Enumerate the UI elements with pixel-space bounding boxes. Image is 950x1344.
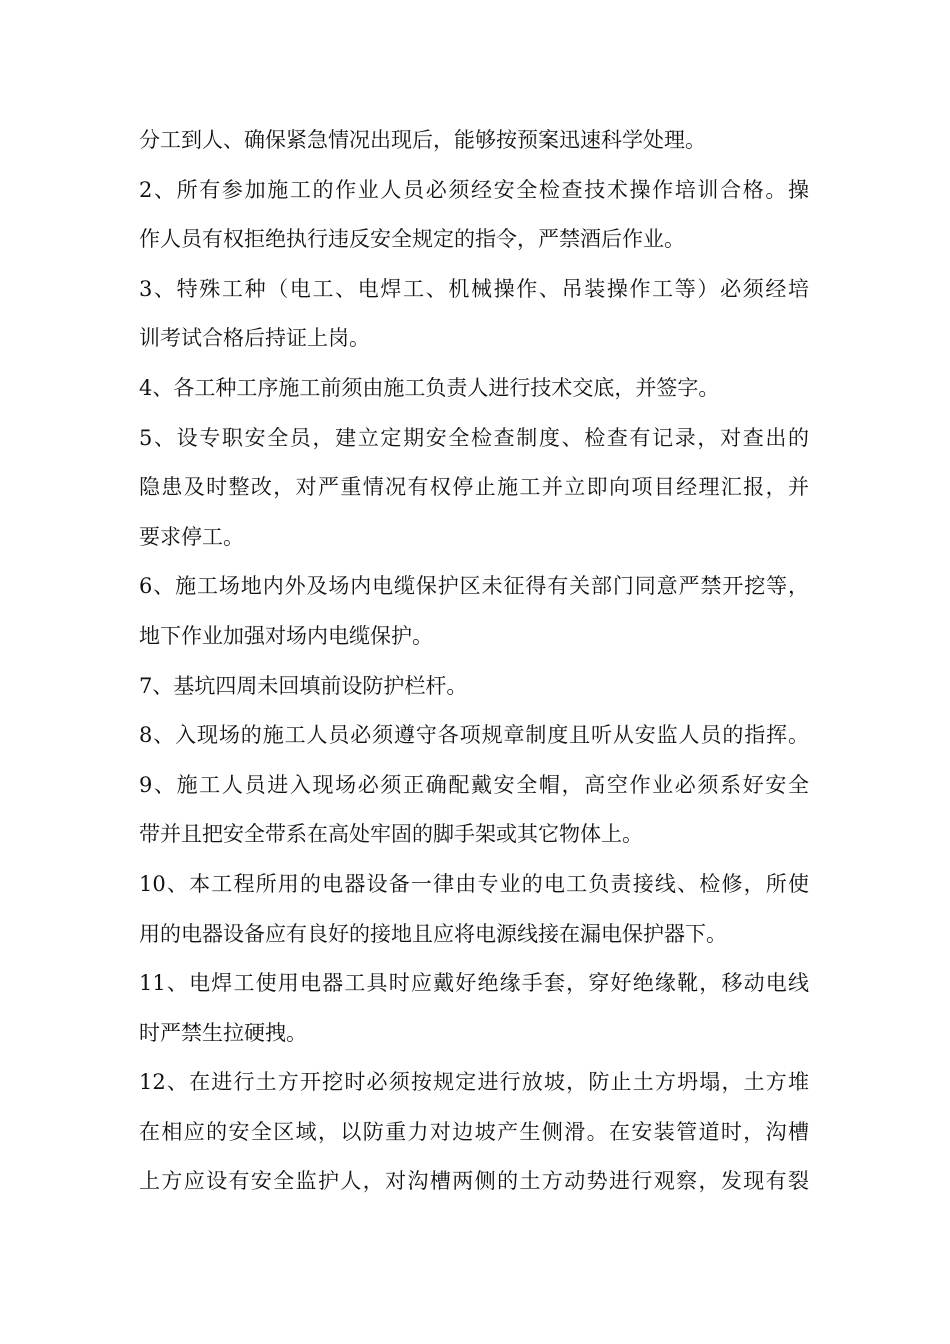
text-line: 分工到人、确保紧急情况出现后，能够按预案迅速科学处理。 bbox=[139, 128, 706, 152]
text-line: 9、施工人员进入现场必须正确配戴安全帽，高空作业必须系好安全 bbox=[139, 772, 809, 797]
text-line: 7、基坑四周未回填前设防护栏杆。 bbox=[139, 673, 468, 698]
text-line: 上方应设有安全监护人，对沟槽两侧的土方动势进行观察，发现有裂 bbox=[139, 1169, 809, 1194]
text-line: 6、施工场地内外及场内电缆保护区未征得有关部门同意严禁开挖等， bbox=[139, 574, 809, 599]
text-line: 5、设专职安全员，建立定期安全检查制度、检查有记录，对查出的 bbox=[139, 425, 809, 450]
text-line: 时严禁生拉硬拽。 bbox=[139, 1020, 307, 1045]
text-line: 10、本工程所用的电器设备一律由专业的电工负责接线、检修，所使 bbox=[139, 871, 809, 896]
text-line: 要求停工。 bbox=[139, 524, 244, 549]
text-line: 作人员有权拒绝执行违反安全规定的指令，严禁酒后作业。 bbox=[139, 227, 685, 252]
text-line: 带并且把安全带系在高处牢固的脚手架或其它物体上。 bbox=[139, 822, 643, 847]
text-line: 8、入现场的施工人员必须遵守各项规章制度且听从安监人员的指挥。 bbox=[139, 723, 809, 748]
text-line: 3、特殊工种（电工、电焊工、机械操作、吊装操作工等）必须经培 bbox=[139, 276, 809, 301]
text-line: 在相应的安全区域，以防重力对边坡产生侧滑。在安装管道时，沟槽 bbox=[139, 1119, 809, 1144]
text-line: 4、各工种工序施工前须由施工负责人进行技术交底，并签字。 bbox=[139, 375, 720, 400]
text-line: 11、电焊工使用电器工具时应戴好绝缘手套，穿好绝缘靴，移动电线 bbox=[139, 971, 809, 996]
text-line: 12、在进行土方开挖时必须按规定进行放坡，防止土方坍塌，土方堆 bbox=[139, 1070, 809, 1095]
text-line: 2、所有参加施工的作业人员必须经安全检查技术操作培训合格。操 bbox=[139, 177, 809, 202]
document-body bbox=[139, 120, 809, 1211]
text-line: 训考试合格后持证上岗。 bbox=[139, 326, 370, 351]
text-line: 隐患及时整改，对严重情况有权停止施工并立即向项目经理汇报，并 bbox=[139, 475, 809, 500]
text-line: 用的电器设备应有良好的接地且应将电源线接在漏电保护器下。 bbox=[139, 921, 727, 946]
text-line: 地下作业加强对场内电缆保护。 bbox=[139, 623, 433, 648]
